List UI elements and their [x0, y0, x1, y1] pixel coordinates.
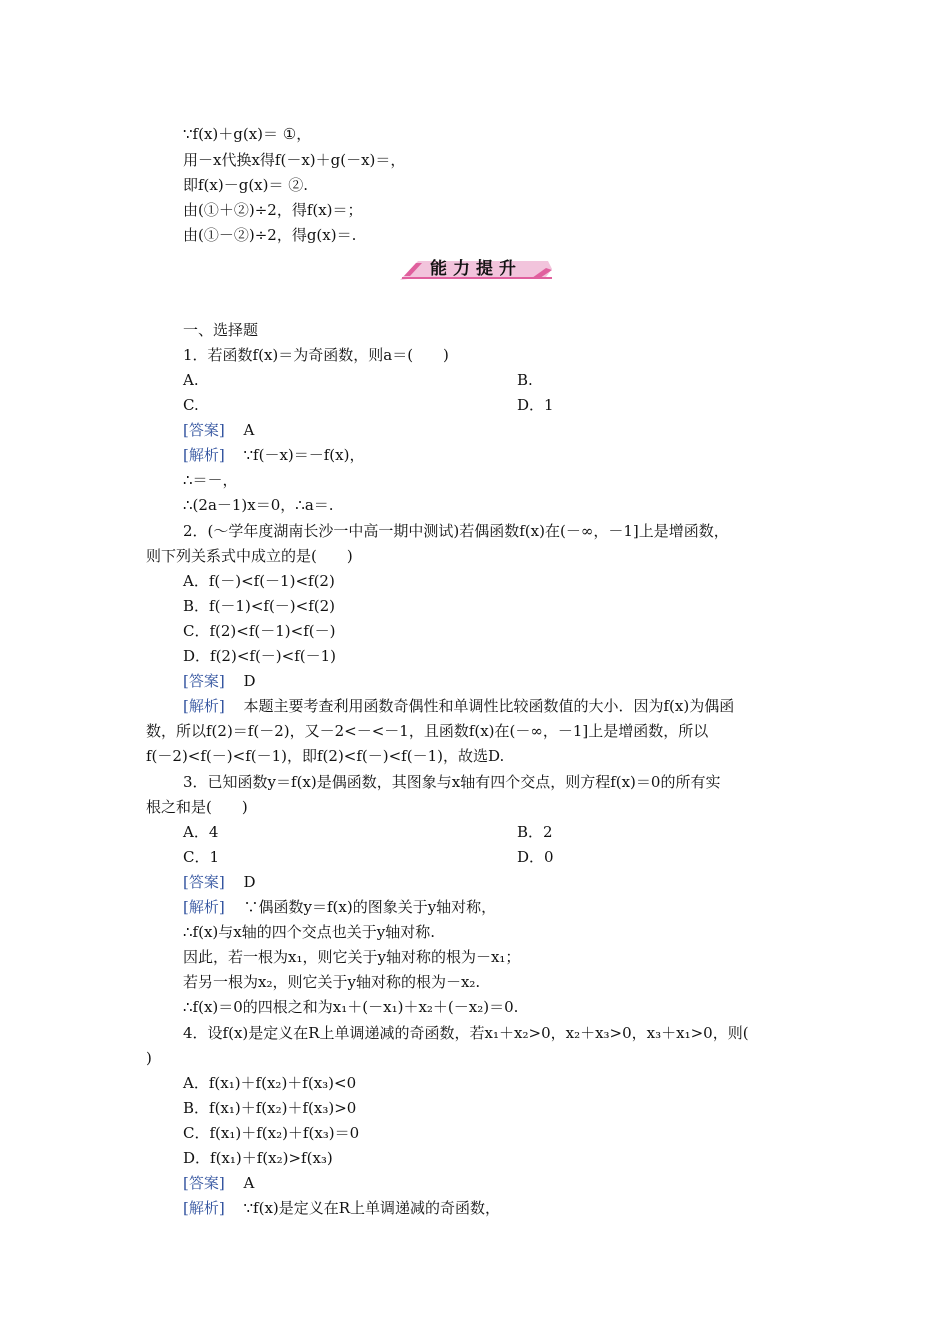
q2-stem: 2．(～学年度湖南长沙一中高一期中测试)若偶函数f(x)在(－∞，－1]上是增函数，	[183, 522, 729, 540]
q2-stem-cont: 则下列关系式中成立的是( )	[146, 547, 353, 565]
q4-stem: 4．设f(x)是定义在R上单调递减的奇函数，若x₁＋x₂>0，x₂＋x₃>0，x₃＋x₁>0，则(	[183, 1024, 749, 1042]
q1-answer-row	[183, 420, 254, 440]
q1-analysis-row	[183, 445, 364, 465]
q2-analysis-row	[183, 696, 734, 716]
q1-option-a: A.	[183, 371, 199, 389]
q3-answer: D	[243, 873, 256, 891]
answer-tag: [答案]	[183, 873, 225, 891]
q2-answer: D	[243, 672, 256, 690]
intro-line-3: 即f(x)－g(x)＝ ②.	[183, 176, 309, 194]
q2-answer-row	[183, 671, 256, 691]
q2-analysis: 本题主要考查利用函数奇偶性和单调性比较函数值的大小．因为f(x)为偶函	[243, 697, 735, 715]
q4-option-a: A．f(x₁)＋f(x₂)＋f(x₃)<0	[183, 1074, 357, 1092]
q1-answer: A	[243, 421, 255, 439]
q3-analysis-line: 因此，若一根为x₁，则它关于y轴对称的根为－x₁；	[183, 948, 521, 966]
q3-option-c: C．1	[183, 848, 220, 866]
answer-tag: [答案]	[183, 672, 225, 690]
q4-analysis-row	[183, 1198, 500, 1218]
q2-option-d: D．f(2)<f(－)<f(－1)	[183, 647, 337, 665]
q2-option-b: B．f(－1)<f(－)<f(2)	[183, 597, 336, 615]
q3-answer-row	[183, 872, 256, 892]
q4-answer: A	[243, 1174, 255, 1192]
q4-option-d: D．f(x₁)＋f(x₂)>f(x₃)	[183, 1149, 333, 1167]
intro-line-5: 由(①－②)÷2，得g(x)＝.	[183, 226, 357, 244]
intro-line-2: 用－x代换x得f(－x)＋g(－x)＝，	[183, 151, 406, 169]
q1-option-c: C.	[183, 396, 199, 414]
q4-stem-cont: )	[146, 1049, 152, 1067]
answer-tag: [答案]	[183, 1174, 225, 1192]
q1-analysis-line: ∴＝－，	[183, 471, 238, 489]
q2-option-a: A．f(－)<f(－1)<f(2)	[183, 572, 335, 590]
q3-analysis-line: ∴f(x)＝0的四根之和为x₁＋(－x₁)＋x₂＋(－x₂)＝0.	[183, 998, 519, 1016]
q3-option-b: B．2	[517, 823, 553, 841]
q3-option-a: A．4	[183, 823, 219, 841]
banner-title: 能力提升	[430, 259, 522, 279]
q3-stem: 3．已知函数y＝f(x)是偶函数，其图象与x轴有四个交点，则方程f(x)＝0的所有实	[183, 773, 721, 791]
section-banner	[396, 256, 556, 282]
q4-answer-row	[183, 1173, 254, 1193]
q1-option-d: D．1	[517, 396, 554, 414]
q3-analysis-row	[183, 897, 496, 917]
q1-option-b: B.	[517, 371, 533, 389]
analysis-tag: [解析]	[183, 898, 225, 916]
q3-analysis-line: ∴f(x)与x轴的四个交点也关于y轴对称.	[183, 923, 435, 941]
q1-stem: 1．若函数f(x)＝为奇函数，则a＝( )	[183, 346, 449, 364]
analysis-tag: [解析]	[183, 697, 225, 715]
q3-analysis-line: 若另一根为x₂，则它关于y轴对称的根为－x₂.	[183, 973, 481, 991]
q4-analysis: ∵f(x)是定义在R上单调递减的奇函数，	[243, 1199, 501, 1217]
intro-line-1: ∵f(x)＋g(x)＝ ①，	[183, 125, 312, 143]
q1-analysis: ∵f(－x)＝－f(x)，	[243, 446, 365, 464]
q3-option-d: D．0	[517, 848, 554, 866]
q2-analysis-line: 数，所以f(2)＝f(－2)，又－2<－<－1，且函数f(x)在(－∞，－1]上是增函数，所以	[146, 722, 709, 740]
q3-stem-cont: 根之和是( )	[146, 798, 248, 816]
analysis-tag: [解析]	[183, 446, 225, 464]
section-title: 一、选择题	[183, 321, 259, 339]
answer-tag: [答案]	[183, 421, 225, 439]
q4-option-b: B．f(x₁)＋f(x₂)＋f(x₃)>0	[183, 1099, 357, 1117]
q1-analysis-line: ∴(2a－1)x＝0，∴a＝.	[183, 496, 334, 514]
q2-analysis-line: f(－2)<f(－)<f(－1)，即f(2)<f(－)<f(－1)，故选D.	[146, 747, 505, 765]
q4-option-c: C．f(x₁)＋f(x₂)＋f(x₃)＝0	[183, 1124, 360, 1142]
q3-analysis: ∵偶函数y＝f(x)的图象关于y轴对称，	[243, 898, 497, 916]
analysis-tag: [解析]	[183, 1199, 225, 1217]
intro-line-4: 由(①＋②)÷2，得f(x)＝；	[183, 201, 363, 219]
q2-option-c: C．f(2)<f(－1)<f(－)	[183, 622, 336, 640]
